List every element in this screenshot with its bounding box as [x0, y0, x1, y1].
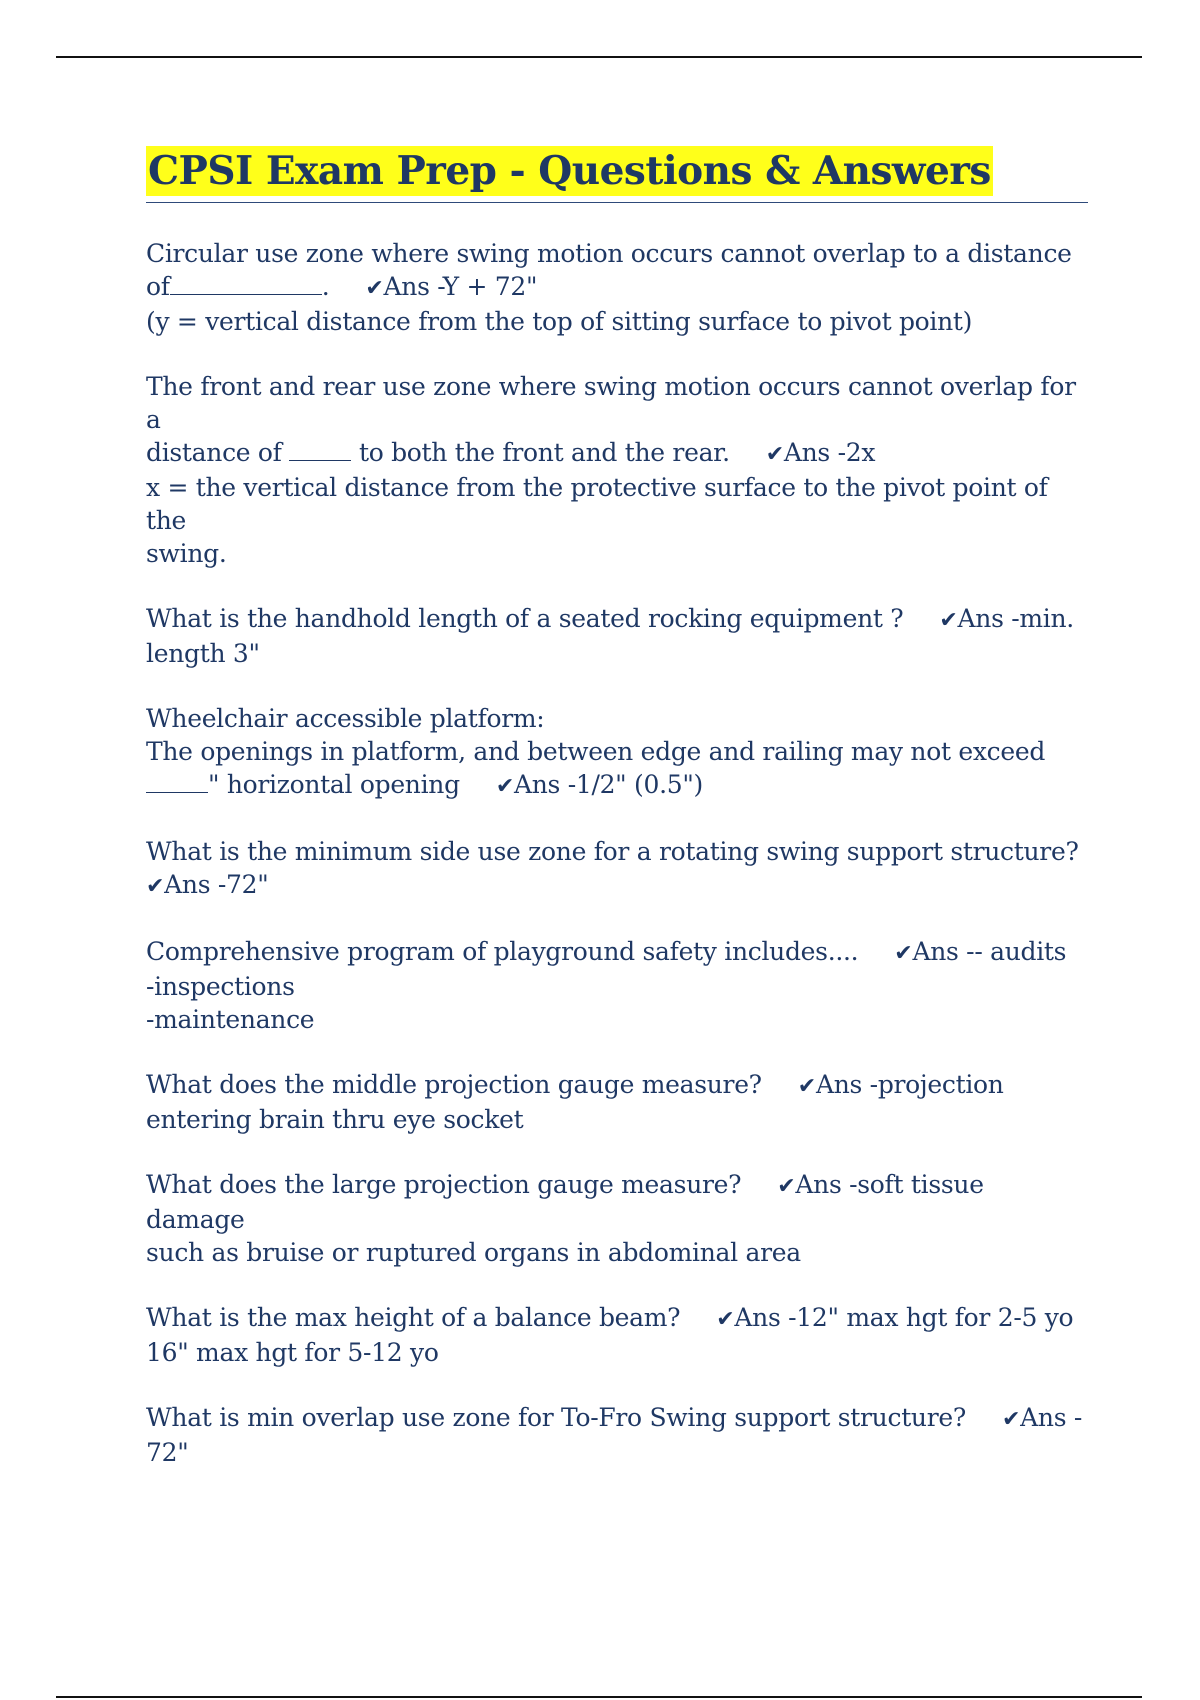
qa-item — [146, 237, 1088, 338]
note-text: swing. — [146, 539, 227, 568]
check-icon: ✔ — [894, 941, 913, 966]
question-text: The front and rear use zone where swing motion occurs cannot overlap for a — [146, 372, 1076, 434]
question-line — [146, 1068, 1088, 1103]
document-body — [146, 146, 1088, 1501]
answer-text: Ans -- audits — [912, 937, 1067, 966]
qa-item — [146, 702, 1088, 803]
check-icon: ✔ — [716, 1307, 735, 1332]
check-icon: ✔ — [939, 608, 958, 633]
answer-text: 72" — [146, 1438, 189, 1467]
qa-item — [146, 1168, 1088, 1269]
question-text: . — [321, 272, 330, 301]
question-line — [146, 270, 1088, 305]
answer-text: Ans -12" max hgt for 2-5 yo — [734, 1303, 1074, 1332]
answer-text: Ans -72" — [164, 870, 269, 899]
header-rule — [56, 56, 1142, 58]
question-text: The openings in platform, and between edge and railing may not exceed — [146, 737, 1046, 766]
qa-item — [146, 835, 1088, 903]
check-icon: ✔ — [146, 874, 165, 899]
answer-text: Ans -1/2" (0.5") — [513, 770, 703, 799]
check-icon: ✔ — [797, 1074, 816, 1099]
answer-text: Ans -Y + 72" — [383, 272, 538, 301]
section-heading: Wheelchair accessible platform: — [146, 704, 545, 733]
question-text: What is min overlap use zone for To-Fro Swing support structure? — [146, 1403, 966, 1432]
question-line — [146, 1401, 1088, 1436]
qa-item — [146, 935, 1088, 1036]
answer-text: Ans - — [1020, 1403, 1083, 1432]
answer-blank — [289, 436, 351, 461]
qa-item — [146, 1068, 1088, 1136]
question-text: Comprehensive program of playground safety includes.... — [146, 937, 859, 966]
note-text: (y = vertical distance from the top of sitting surface to pivot point) — [146, 307, 973, 336]
qa-item — [146, 370, 1088, 570]
title-block — [146, 146, 1088, 203]
check-icon: ✔ — [365, 276, 384, 301]
check-icon: ✔ — [495, 774, 514, 799]
question-text: What is the handhold length of a seated rocking equipment ? — [146, 604, 904, 633]
question-line — [146, 436, 1088, 471]
answer-text: Ans -2x — [783, 438, 876, 467]
question-line — [146, 768, 1088, 803]
question-text: distance of — [146, 438, 282, 467]
footer-rule — [56, 1696, 1142, 1698]
answer-text: Ans -projection — [815, 1070, 1004, 1099]
answer-text: -maintenance — [146, 1005, 315, 1034]
check-icon: ✔ — [1002, 1407, 1021, 1432]
answer-text: 16" max hgt for 5-12 yo — [146, 1338, 439, 1367]
answer-text: length 3" — [146, 639, 260, 668]
question-text: to both the front and the rear. — [358, 438, 730, 467]
check-icon: ✔ — [765, 442, 784, 467]
question-text: of — [146, 272, 170, 301]
answer-text: Ans -min. — [957, 604, 1074, 633]
question-text: " horizontal opening — [208, 770, 460, 799]
question-line — [146, 602, 1088, 637]
qa-item — [146, 1401, 1088, 1469]
answer-blank — [146, 768, 208, 793]
answer-text: -inspections — [146, 972, 295, 1001]
check-icon: ✔ — [777, 1174, 796, 1199]
answer-text: Ans -soft tissue damage — [146, 1170, 984, 1234]
qa-item — [146, 1301, 1088, 1369]
question-text: Circular use zone where swing motion occurs cannot overlap to a distance — [146, 239, 1072, 268]
answer-blank — [170, 270, 322, 295]
answer-text: such as bruise or ruptured organs in abdominal area — [146, 1238, 801, 1267]
question-text: What is the max height of a balance beam? — [146, 1303, 681, 1332]
question-text: What does the middle projection gauge measure? — [146, 1070, 762, 1099]
answer-text: entering brain thru eye socket — [146, 1105, 524, 1134]
question-line — [146, 1168, 1088, 1236]
note-text: x = the vertical distance from the protective surface to the pivot point of the — [146, 473, 1048, 535]
question-text: What does the large projection gauge measure? — [146, 1170, 742, 1199]
qa-item — [146, 602, 1088, 670]
question-line — [146, 1301, 1088, 1336]
answer-line — [146, 868, 1088, 903]
page-title: CPSI Exam Prep - Questions & Answers — [148, 148, 991, 194]
question-line — [146, 935, 1088, 970]
question-text: What is the minimum side use zone for a rotating swing support structure? — [146, 837, 1079, 866]
